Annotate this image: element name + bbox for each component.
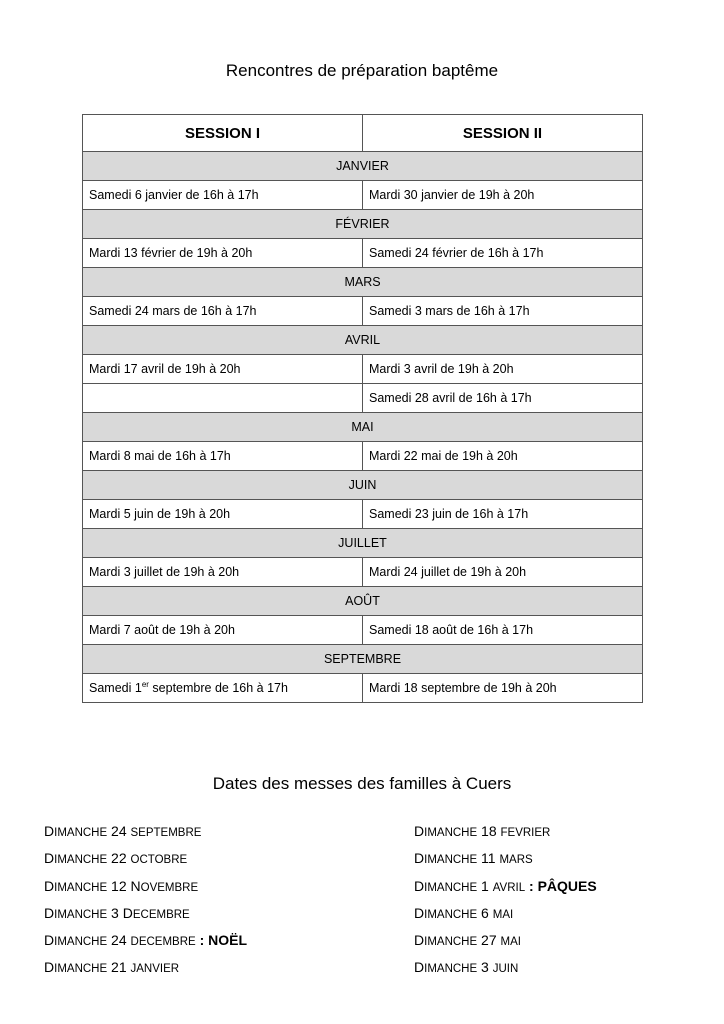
ordinal-suffix: er (141, 680, 149, 690)
day-rest: IMANCHE (54, 827, 108, 839)
month-label: MARS (83, 268, 643, 297)
month-row (83, 471, 643, 500)
day-number: 21 (107, 959, 131, 976)
session-row (83, 239, 643, 268)
day-number: 24 (107, 932, 131, 949)
day-number: 6 (477, 904, 493, 921)
month-name: MARS (499, 854, 533, 867)
day-number: 1 (477, 877, 493, 894)
session-row (83, 674, 643, 703)
session-row (83, 442, 643, 471)
month-name: SEPTEMBRE (130, 827, 202, 839)
day-initial: D (414, 877, 425, 894)
month-initial: D (122, 904, 133, 921)
masses-title: Dates des messes des familles à Cuers (212, 774, 512, 793)
fete-separator: : (195, 932, 209, 949)
mass-date-item (414, 873, 597, 900)
month-row (83, 152, 643, 181)
month-label: SEPTEMBRE (83, 645, 643, 674)
mass-date-item (414, 845, 597, 872)
month-row (83, 210, 643, 239)
month-initial: N (130, 877, 141, 894)
month-row (83, 529, 643, 558)
cell-text-pre: Samedi 1 (89, 681, 142, 696)
fete-separator: : (525, 877, 538, 894)
page-title: Rencontres de préparation baptême (225, 61, 499, 80)
day-rest: IMANCHE (424, 881, 478, 894)
fete-name: PÂQUES (537, 877, 597, 894)
day-initial: D (44, 877, 55, 894)
session-1-cell (83, 384, 363, 413)
month-row (83, 587, 643, 616)
mass-date-item (414, 954, 597, 981)
day-rest: IMANCHE (54, 936, 108, 949)
session-1-cell: Samedi 6 janvier de 16h à 17h (83, 181, 363, 210)
month-name: OCTOBRE (130, 854, 188, 867)
session-row (83, 616, 643, 645)
mass-date-item (414, 927, 597, 954)
day-initial: D (414, 959, 425, 976)
day-rest: IMANCHE (54, 908, 108, 921)
mass-date-item (44, 954, 247, 981)
month-name: JANVIER (130, 963, 180, 976)
month-label: FÉVRIER (83, 210, 643, 239)
day-initial: D (44, 850, 55, 867)
day-number: 12 (107, 877, 131, 894)
day-initial: D (414, 850, 425, 867)
month-name: MAI (492, 908, 514, 921)
day-rest: IMANCHE (54, 881, 108, 894)
session-1-cell: Mardi 3 juillet de 19h à 20h (83, 558, 363, 587)
day-initial: D (44, 959, 55, 976)
mass-date-item (44, 900, 247, 927)
month-label: JUIN (83, 471, 643, 500)
day-rest: IMANCHE (424, 936, 478, 949)
month-row (83, 645, 643, 674)
month-label: JANVIER (83, 152, 643, 181)
header-session-2: SESSION II (363, 115, 643, 152)
month-label: JUILLET (83, 529, 643, 558)
day-rest: IMANCHE (424, 908, 478, 921)
month-name: JUIN (492, 963, 519, 976)
month-row (83, 268, 643, 297)
day-initial: D (44, 932, 55, 949)
month-name: DECEMBRE (130, 936, 196, 949)
masses-list-left (44, 818, 247, 982)
session-2-cell: Mardi 3 avril de 19h à 20h (363, 355, 643, 384)
day-number: 27 (477, 932, 501, 949)
fete-name: NOËL (208, 932, 248, 949)
day-number: 3 (107, 904, 123, 921)
session-2-cell: Mardi 30 janvier de 19h à 20h (363, 181, 643, 210)
month-label: AVRIL (83, 326, 643, 355)
session-2-cell: Samedi 28 avril de 16h à 17h (363, 384, 643, 413)
day-rest: IMANCHE (54, 854, 108, 867)
day-number: 22 (107, 850, 131, 867)
mass-date-item (44, 818, 247, 845)
month-name: MAI (500, 936, 521, 949)
month-label: AOÛT (83, 587, 643, 616)
session-2-cell: Samedi 18 août de 16h à 17h (363, 616, 643, 645)
session-2-cell: Samedi 3 mars de 16h à 17h (363, 297, 643, 326)
session-1-cell: Mardi 8 mai de 16h à 17h (83, 442, 363, 471)
month-row (83, 326, 643, 355)
day-number: 18 (477, 823, 501, 839)
session-2-cell: Mardi 24 juillet de 19h à 20h (363, 558, 643, 587)
session-1-cell (83, 674, 363, 703)
mass-date-item (414, 900, 597, 927)
day-rest: IMANCHE (424, 854, 478, 867)
month-rest: OVEMBRE (140, 881, 199, 894)
session-1-cell: Mardi 13 février de 19h à 20h (83, 239, 363, 268)
mass-date-item (44, 927, 247, 954)
month-label: MAI (83, 413, 643, 442)
schedule-table (82, 114, 643, 703)
day-initial: D (414, 932, 425, 949)
month-name: AVRIL (492, 881, 526, 894)
mass-date-item (44, 845, 247, 872)
session-2-cell: Mardi 22 mai de 19h à 20h (363, 442, 643, 471)
day-initial: D (414, 904, 425, 921)
month-row (83, 413, 643, 442)
day-rest: IMANCHE (54, 963, 108, 976)
mass-date-item (414, 818, 597, 845)
day-initial: D (414, 823, 425, 839)
session-1-cell: Mardi 17 avril de 19h à 20h (83, 355, 363, 384)
day-rest: IMANCHE (424, 963, 478, 976)
session-2-cell: Samedi 23 juin de 16h à 17h (363, 500, 643, 529)
day-rest: IMANCHE (424, 827, 478, 839)
session-1-cell: Mardi 5 juin de 19h à 20h (83, 500, 363, 529)
mass-date-item (44, 873, 247, 900)
day-number: 24 (107, 823, 131, 839)
session-row (83, 384, 643, 413)
session-row (83, 297, 643, 326)
session-1-cell: Mardi 7 août de 19h à 20h (83, 616, 363, 645)
session-row (83, 558, 643, 587)
month-name: FEVRIER (500, 827, 551, 839)
session-1-cell: Samedi 24 mars de 16h à 17h (83, 297, 363, 326)
month-rest: ECEMBRE (132, 908, 190, 921)
day-initial: D (44, 823, 55, 839)
session-2-cell: Samedi 24 février de 16h à 17h (363, 239, 643, 268)
day-number: 11 (477, 850, 500, 867)
day-number: 3 (477, 959, 493, 976)
session-row (83, 181, 643, 210)
session-row (83, 355, 643, 384)
session-2-cell: Mardi 18 septembre de 19h à 20h (363, 674, 643, 703)
masses-list-right (414, 818, 597, 982)
cell-text-post: septembre de 16h à 17h (148, 681, 288, 696)
session-row (83, 500, 643, 529)
day-initial: D (44, 904, 55, 921)
header-session-1: SESSION I (83, 115, 363, 152)
